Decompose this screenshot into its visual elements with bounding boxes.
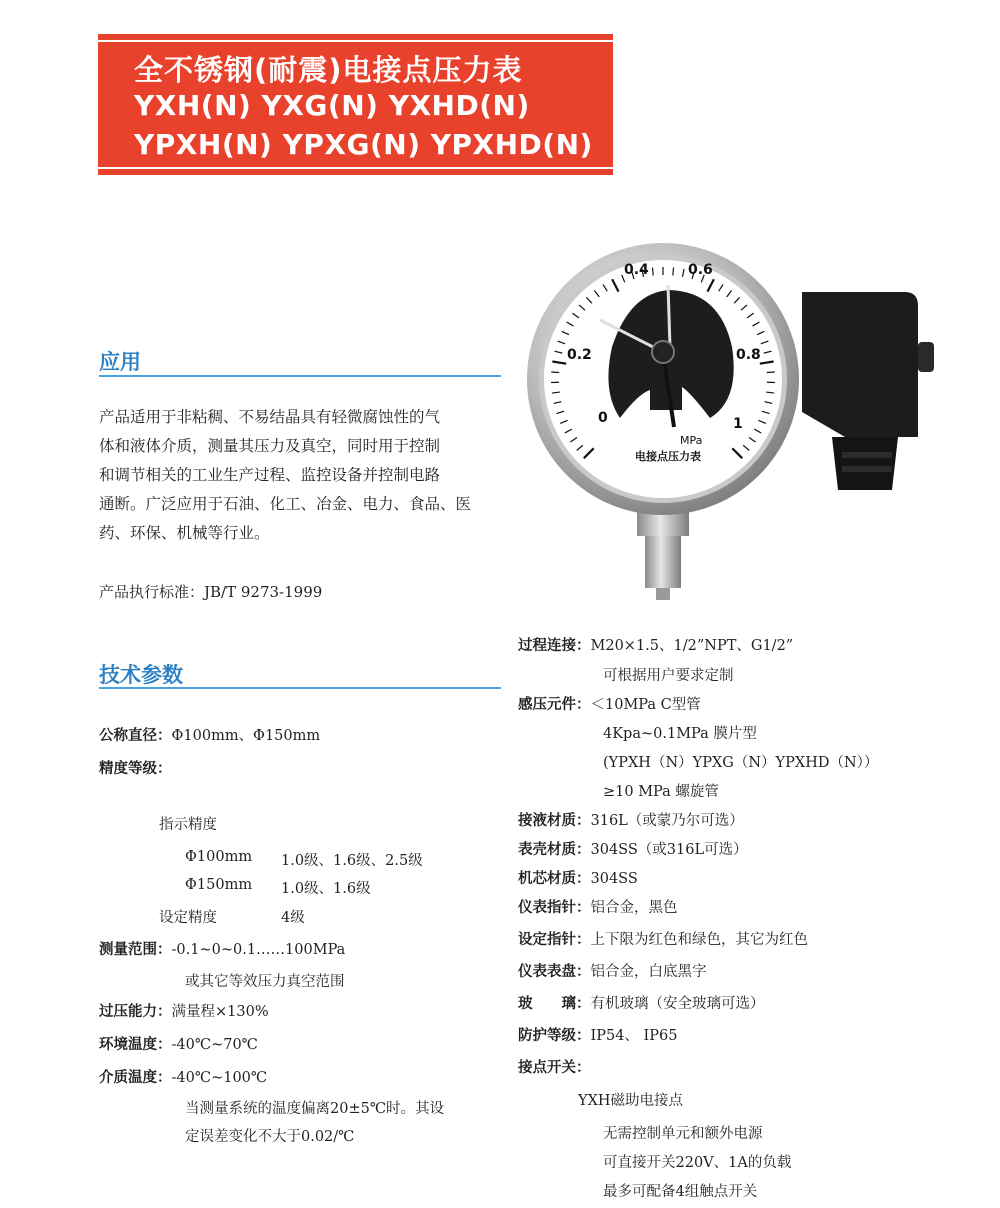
- application-line: 和调节相关的工业生产过程、监控设备并控制电路: [99, 466, 441, 484]
- dial-tick: [652, 267, 653, 275]
- application-line: 通断。广泛应用于石油、化工、冶金、电力、食品、医: [99, 495, 472, 513]
- dial-tick: [673, 267, 674, 275]
- spec-protection: [518, 1024, 677, 1045]
- element-value-4: ≥10 MPa 螺旋管: [603, 784, 719, 800]
- accuracy-grades-150: 1.0级、1.6级: [281, 881, 371, 897]
- section-rule-tech: [99, 687, 501, 689]
- spec-value: ＜10MPa C型管: [590, 697, 701, 713]
- spec-nominal-diameter: [99, 724, 320, 745]
- spec-movement-material: [518, 867, 638, 888]
- medium-note-line1: 当测量系统的温度偏离20±5℃时。其设: [185, 1101, 445, 1117]
- gauge-stem: [637, 502, 689, 600]
- indication-accuracy-label: 指示精度: [159, 817, 217, 833]
- spec-label: 介质温度：: [99, 1069, 172, 1086]
- product-standard: 产品执行标准：JB/T 9273-1999: [99, 583, 323, 601]
- spec-label: 过压能力：: [99, 1003, 172, 1020]
- spec-sensing-element: [518, 693, 701, 714]
- gauge-label-0.6: 0.6: [688, 262, 713, 278]
- banner-bottom-line: [98, 167, 613, 169]
- spec-label: 公称直径：: [99, 727, 172, 744]
- spec-overpressure: [99, 1000, 269, 1021]
- connection-note: 可根据用户要求定制: [603, 668, 734, 684]
- dial-tick: [551, 372, 559, 373]
- spec-value: 304SS: [590, 871, 638, 887]
- spec-value: -40℃~100℃: [171, 1070, 268, 1086]
- contact-feature-3: 最多可配备4组触点开关: [603, 1184, 758, 1200]
- spec-value: IP54、 IP65: [590, 1028, 678, 1044]
- spec-ambient-temp: [99, 1033, 258, 1054]
- spec-value: 316L（或蒙乃尔可选）: [590, 813, 744, 829]
- spec-value: 有机玻璃（安全玻璃可选）: [590, 996, 765, 1012]
- spec-label: 测量范围：: [99, 941, 172, 958]
- spec-value: 满量程×130%: [171, 1004, 269, 1020]
- element-value-2: 4Kpa~0.1MPa 膜片型: [603, 726, 757, 742]
- spec-value: Φ100mm、Φ150mm: [171, 728, 321, 744]
- spec-value: M20×1.5、1/2”NPT、G1/2”: [590, 638, 794, 654]
- application-paragraph: [99, 403, 501, 548]
- accuracy-size-150: Φ150mm: [185, 877, 253, 893]
- dial-tick: [767, 372, 775, 373]
- spec-label: 接液材质：: [518, 812, 591, 829]
- spec-label: 感压元件：: [518, 696, 591, 713]
- gauge-unit: MPa: [680, 434, 703, 447]
- spec-process-connection: [518, 634, 793, 655]
- accuracy-size-100: Φ100mm: [185, 849, 253, 865]
- gauge-label-1: 1: [733, 416, 743, 432]
- spec-label: 过程连接：: [518, 637, 591, 654]
- contact-feature-2: 可直接开关220V、1A的负载: [603, 1155, 792, 1171]
- spec-pointer: [518, 896, 678, 917]
- spec-accuracy: [99, 757, 172, 778]
- gauge-label-0.8: 0.8: [736, 347, 761, 363]
- spec-label: 接点开关：: [518, 1059, 591, 1076]
- spec-value: -0.1~0~0.1……100MPa: [171, 942, 346, 958]
- spec-value: -40℃~70℃: [171, 1037, 258, 1053]
- banner-top-line: [98, 40, 613, 42]
- spec-value: 铝合金，黑色: [590, 900, 678, 916]
- spec-value: 304SS（或316L可选）: [590, 842, 748, 858]
- section-title-application: 应用: [99, 350, 141, 374]
- spec-label: 玻 璃：: [518, 995, 591, 1012]
- gauge-label-0.2: 0.2: [567, 347, 592, 363]
- spec-contact-switch: [518, 1056, 591, 1077]
- banner-models-line2: YPXH(N) YPXG(N) YPXHD(N): [134, 128, 593, 161]
- element-value-3: (YPXH（N）YPXG（N）YPXHD（N））: [603, 755, 879, 771]
- spec-label: 环境温度：: [99, 1036, 172, 1053]
- gauge-label-0: 0: [598, 410, 608, 426]
- pressure-gauge-image: [520, 222, 940, 602]
- spec-glass: [518, 992, 765, 1013]
- spec-value: 上下限为红色和绿色，其它为红色: [590, 932, 808, 948]
- gauge-label-0.4: 0.4: [624, 262, 649, 278]
- spec-label: 防护等级：: [518, 1027, 591, 1044]
- gauge-dial-name: 电接点压力表: [635, 450, 701, 463]
- banner-title: 全不锈钢(耐震)电接点压力表: [134, 53, 523, 87]
- spec-label: 表壳材质：: [518, 841, 591, 858]
- application-line: 产品适用于非粘稠、不易结晶具有轻微腐蚀性的气: [99, 408, 441, 426]
- application-line: 体和液体介质，测量其压力及真空，同时用于控制: [99, 437, 441, 455]
- setting-accuracy-value: 4级: [281, 910, 305, 926]
- accuracy-grades-100: 1.0级、1.6级、2.5级: [281, 853, 423, 869]
- setting-accuracy-label: 设定精度: [159, 910, 217, 926]
- title-banner: [98, 34, 613, 175]
- spec-label: 精度等级：: [99, 760, 172, 777]
- spec-value: 铝合金，白底黑字: [590, 964, 707, 980]
- spec-label: 机芯材质：: [518, 870, 591, 887]
- range-note: 或其它等效压力真空范围: [185, 974, 345, 990]
- spec-label: 仪表表盘：: [518, 963, 591, 980]
- application-line: 药、环保、机械等行业。: [99, 524, 270, 542]
- contact-feature-1: 无需控制单元和额外电源: [603, 1126, 763, 1142]
- spec-wetted-material: [518, 809, 744, 830]
- spec-case-material: [518, 838, 748, 859]
- spec-medium-temp: [99, 1066, 267, 1087]
- banner-models-line1: YXH(N) YXG(N) YXHD(N): [134, 89, 530, 122]
- spec-measuring-range: [99, 938, 345, 959]
- spec-label: 设定指针：: [518, 931, 591, 948]
- contact-type: YXH磁助电接点: [578, 1093, 684, 1109]
- section-rule-application: [99, 375, 501, 377]
- spec-label: 仪表指针：: [518, 899, 591, 916]
- spec-set-pointer: [518, 928, 808, 949]
- junction-box: [802, 292, 934, 490]
- spec-dial: [518, 960, 707, 981]
- medium-note-line2: 定误差变化不大于0.02/℃: [185, 1129, 355, 1145]
- section-title-tech: 技术参数: [99, 663, 183, 687]
